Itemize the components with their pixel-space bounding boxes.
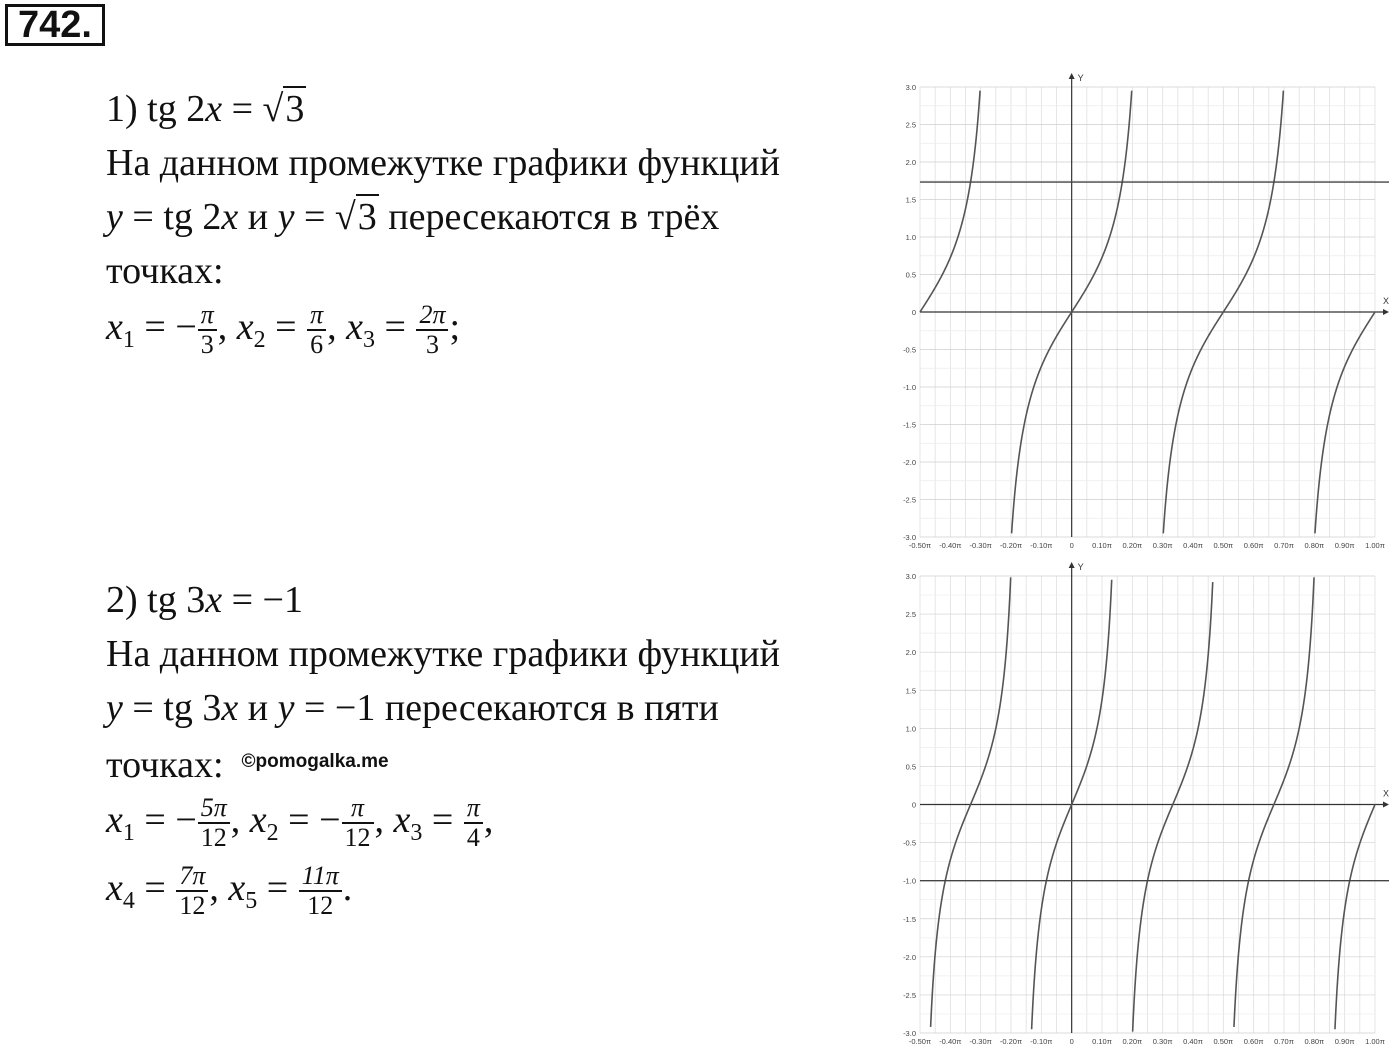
arg-coef: 3 [202, 687, 222, 729]
part1-text3: точках: [106, 250, 224, 292]
y-tick-label: 0.5 [905, 270, 916, 280]
sqrt-value: 3 [285, 88, 305, 130]
tg-fn: tg [147, 88, 177, 130]
y-tick-label: 1.0 [905, 233, 916, 242]
x-tick-label: 0 [1069, 541, 1074, 548]
root-subscript: 4 [122, 888, 135, 914]
x-tick-label: -0.10π [1030, 1037, 1053, 1046]
x-tick-label: 0.20π [1122, 1037, 1143, 1046]
x-tick-label: 0.80π [1304, 541, 1325, 548]
x-tick-label: 0.40π [1183, 1037, 1203, 1046]
y-tick-label: -2.0 [903, 458, 916, 467]
root-subscript: 3 [410, 820, 423, 846]
root-subscript: 1 [122, 820, 135, 846]
watermark: ©pomogalka.me [241, 751, 389, 772]
part1-label: 1) [106, 88, 138, 130]
var-x: x [205, 88, 223, 130]
arg-coef: 3 [186, 579, 206, 621]
y-tick-label: 1.0 [905, 724, 916, 734]
var-y: y [277, 196, 295, 238]
x-tick-label: 0.90π [1334, 1037, 1355, 1046]
y-tick-label: 3.0 [905, 83, 916, 92]
x-tick-label: -0.20π [999, 541, 1023, 548]
part1-text2: пересекаются в трёх [388, 196, 720, 238]
fraction-numerator: π [198, 301, 217, 331]
y-tick-label: 3.0 [905, 572, 916, 581]
x-tick-label: 0.10π [1092, 541, 1112, 548]
x-axis-arrow [1383, 309, 1389, 315]
root: $x_3$ = $\frac{\pi}{4}$ , [393, 793, 494, 853]
arg-coef: 2 [186, 88, 206, 130]
y-tick-label: 0 [911, 308, 916, 317]
root-fraction [464, 794, 483, 852]
equals: = [231, 579, 254, 621]
root: $x_4$ = $\frac{7\pi}{12}$ , [106, 861, 219, 921]
and-word: и [247, 687, 269, 729]
y-tick-label: -2.5 [903, 495, 916, 505]
y-axis-label: Y [1077, 73, 1084, 83]
root-subscript: 2 [266, 820, 279, 846]
fraction-denominator: 12 [307, 891, 334, 921]
x-tick-label: 1.00π [1365, 541, 1385, 548]
root-subscript: 2 [253, 327, 266, 353]
root-subscript: 5 [245, 888, 258, 914]
y-axis-label: Y [1077, 562, 1084, 572]
x-axis-label: X [1383, 788, 1390, 799]
root-var: x [228, 867, 246, 909]
sqrt-value: 3 [357, 196, 377, 238]
part2-text3: точках: [106, 744, 224, 786]
root: $x_5$ = $\frac{11\pi}{12}$ . [228, 861, 353, 921]
problem-number: 742. [5, 4, 105, 46]
y-tick-label: -1.0 [903, 383, 916, 392]
y-tick-label: 0.5 [905, 762, 916, 772]
fraction-numerator: 2π [416, 301, 448, 331]
fraction-numerator: π [464, 794, 483, 824]
root-subscript: 1 [122, 327, 135, 353]
part2-roots-row1 [106, 793, 780, 859]
part1-roots [106, 300, 780, 362]
root-fraction [342, 794, 374, 852]
root: $x_2$ = $\frac{\pi}{6}$ , [236, 300, 337, 360]
graph-tg2x-svg [892, 68, 1400, 548]
y-tick-label: -3.0 [903, 1029, 916, 1038]
y-tick-label: -2.0 [903, 952, 916, 962]
part1-text2-line [106, 190, 780, 244]
part1-equation [106, 82, 780, 136]
fraction-numerator: 5π [198, 794, 230, 824]
tg-fn: tg [147, 579, 177, 621]
fraction-denominator: 12 [179, 891, 206, 921]
x-tick-label: 0.60π [1243, 1037, 1264, 1046]
x-tick-label: 0.60π [1243, 541, 1264, 548]
part2-text2-line [106, 681, 780, 735]
graph-tg2x [892, 68, 1400, 548]
y-tick-label: 0 [911, 800, 916, 810]
x-tick-label: 0.30π [1152, 1037, 1173, 1046]
var-y: y [277, 687, 295, 729]
fraction-denominator: 12 [344, 823, 371, 853]
root-fraction [307, 301, 326, 359]
x-tick-label: -0.50π [908, 541, 932, 548]
x-tick-label: -0.10π [1030, 541, 1053, 548]
equals: = [303, 196, 326, 238]
fraction-numerator: π [307, 301, 326, 331]
tg-fn: tg [163, 687, 193, 729]
var-x: x [221, 196, 239, 238]
x-tick-label: 0 [1069, 1037, 1074, 1046]
fraction-denominator: 3 [200, 330, 214, 360]
x-tick-label: 0.70π [1274, 541, 1294, 548]
tg-fn: tg [163, 196, 193, 238]
x-tick-label: 0.90π [1334, 541, 1355, 548]
y-tick-label: 2.5 [905, 610, 916, 620]
var-x: x [221, 687, 239, 729]
x-tick-label: 0.20π [1122, 541, 1143, 548]
equals: = [303, 687, 326, 729]
root-var: x [346, 306, 363, 348]
sqrt-three: √3 [262, 88, 305, 130]
part2-text3-line [106, 735, 780, 789]
equals: = [231, 88, 254, 130]
root-var: x [249, 799, 267, 841]
root: $x_2$ = − $\frac{\pi}{12}$ , [249, 793, 385, 853]
y-tick-label: 1.5 [905, 195, 916, 205]
x-tick-label: 0.80π [1304, 1037, 1325, 1046]
fraction-denominator: 3 [425, 330, 439, 360]
part1-block [106, 82, 780, 362]
x-tick-label: 0.50π [1213, 541, 1234, 548]
y-axis-arrow [1069, 73, 1075, 79]
y-tick-label: -1.0 [903, 876, 916, 886]
fraction-numerator: 7π [176, 862, 208, 892]
part2-block [106, 573, 780, 927]
root-fraction [176, 862, 208, 920]
part2-text1: На данном промежутке графики функций [106, 633, 780, 675]
root-var: x [393, 799, 411, 841]
y-tick-label: -3.0 [903, 533, 916, 542]
y-tick-label: 2.0 [905, 648, 916, 658]
part2-equation [106, 573, 780, 627]
fraction-numerator: 11π [299, 862, 342, 892]
x-axis-label: X [1383, 296, 1390, 306]
x-tick-label: 1.00π [1365, 1037, 1385, 1046]
rhs-value: −1 [334, 687, 376, 729]
root: $x_3$ = $\frac{2\pi}{3}$ ; [346, 300, 461, 360]
x-tick-label: -0.30π [969, 1037, 992, 1046]
x-tick-label: 0.40π [1183, 541, 1203, 548]
root-subscript: 3 [363, 327, 375, 353]
root-var: x [106, 306, 123, 348]
x-tick-label: -0.40π [939, 1037, 962, 1046]
part2-text2: пересекаются в пяти [384, 687, 719, 729]
root-sign: − [175, 306, 197, 348]
x-tick-label: -0.20π [999, 1037, 1023, 1046]
root: $x_1$ = − $\frac{\pi}{3}$ , [106, 300, 228, 360]
x-tick-label: 0.30π [1152, 541, 1173, 548]
equals: = [132, 196, 154, 238]
y-tick-label: -0.5 [903, 838, 916, 848]
x-tick-label: -0.50π [908, 1037, 932, 1046]
var-y: y [106, 687, 123, 729]
var-y: y [106, 196, 123, 238]
root-var: x [106, 799, 123, 841]
fraction-numerator: π [342, 794, 374, 824]
y-tick-label: -1.5 [903, 914, 916, 924]
root-fraction [198, 301, 217, 359]
y-tick-label: -2.5 [903, 990, 916, 1000]
y-tick-label: -0.5 [903, 345, 916, 355]
fraction-denominator: 12 [200, 823, 227, 853]
y-tick-label: 1.5 [905, 686, 916, 696]
graph-tg3x-svg [892, 556, 1400, 1049]
fraction-denominator: 4 [466, 823, 480, 853]
y-tick-label: -1.5 [903, 420, 916, 430]
root-fraction [299, 862, 342, 920]
root-var: x [106, 867, 123, 909]
root-fraction [416, 301, 448, 359]
arg-coef: 2 [202, 196, 222, 238]
y-tick-label: 2.0 [905, 158, 916, 167]
x-tick-label: 0.50π [1213, 1037, 1234, 1046]
part1-text1: На данном промежутке графики функций [106, 142, 780, 184]
root-sign: − [175, 799, 197, 841]
equals: = [132, 687, 154, 729]
and-word: и [247, 196, 269, 238]
y-tick-label: 2.5 [905, 120, 916, 130]
x-tick-label: -0.30π [969, 541, 992, 548]
root: $x_1$ = − $\frac{5\pi}{12}$ , [106, 793, 241, 853]
graph-tg3x [892, 556, 1400, 1049]
sqrt-three: √3 [334, 196, 377, 238]
part2-label: 2) [106, 579, 138, 621]
x-tick-label: -0.40π [939, 541, 962, 548]
rhs-value: −1 [262, 579, 303, 621]
x-tick-label: 0.70π [1274, 1037, 1294, 1046]
y-axis-arrow [1069, 562, 1075, 568]
fraction-denominator: 6 [310, 330, 324, 360]
root-fraction [198, 794, 230, 852]
root-var: x [236, 306, 254, 348]
x-axis-arrow [1383, 802, 1389, 808]
root-sign: − [319, 799, 341, 841]
var-x: x [205, 579, 223, 621]
x-tick-label: 0.10π [1092, 1037, 1112, 1046]
part2-roots-row2 [106, 861, 780, 927]
